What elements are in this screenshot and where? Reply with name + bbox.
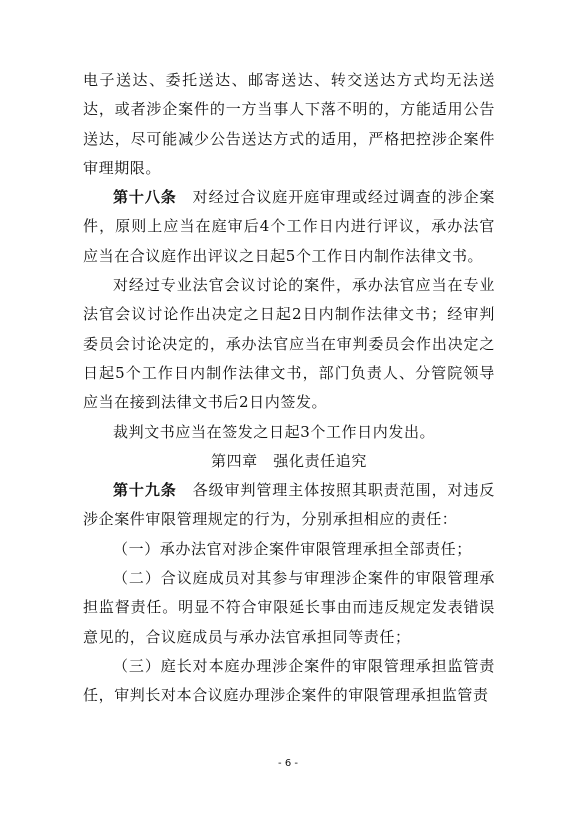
document-body — [83, 66, 495, 711]
page-number: - 6 - — [278, 758, 298, 769]
paragraph-judgment-issuance: 裁判文书应当在签发之日起3个工作日内发出。 — [113, 422, 436, 441]
paragraph-expert-meeting: 对经过专业法官会议讨论的案件，承办法官应当在专业法官会议讨论作出决定之日起2日内制作法律文书；经审判委员会讨论决定的，承办法官应当在审判委员会作出决定之日起5个工作日内制作法律文书，部门负责人、分管院领导应当在接到法律文书后2日内签发。 — [83, 276, 495, 412]
article-19-text: 各级审判管理主体按照其职责范围，对违反涉企案件审限管理规定的行为，分别承担相应的责任： — [83, 481, 495, 529]
list-item-3: （三）庭长对本庭办理涉企案件的审限管理承担监管责任，审判长对本合议庭办理涉企案件的审限管理承担监管责 — [83, 656, 495, 705]
list-item-2: （二）合议庭成员对其参与审理涉企案件的审限管理承担监督责任。明显不符合审限延长事由而违反规定发表错误意见的，合议庭成员与承办法官承担同等责任； — [83, 569, 495, 646]
article-18-number: 第十八条 — [113, 188, 177, 207]
paragraph-service-of-process: 电子送达、委托送达、邮寄送达、转交送达方式均无法送达，或者涉企案件的一方当事人下落不明的，方能适用公告送达，尽可能减少公告送达方式的适用，严格把控涉企案件审理期限。 — [83, 71, 495, 177]
article-18 — [83, 183, 495, 271]
article-19-number: 第十九条 — [113, 481, 177, 500]
article-19 — [83, 476, 495, 535]
article-18-text: 对经过合议庭开庭审理或经过调查的涉企案件，原则上应当在庭审后4个工作日内进行评议，承办法官应当在合议庭作出评议之日起5个工作日内制作法律文书。 — [83, 188, 495, 265]
list-item-1: （一）承办法官对涉企案件审限管理承担全部责任； — [113, 539, 472, 558]
chapter-title: 第四章 强化责任追究 — [210, 451, 367, 470]
